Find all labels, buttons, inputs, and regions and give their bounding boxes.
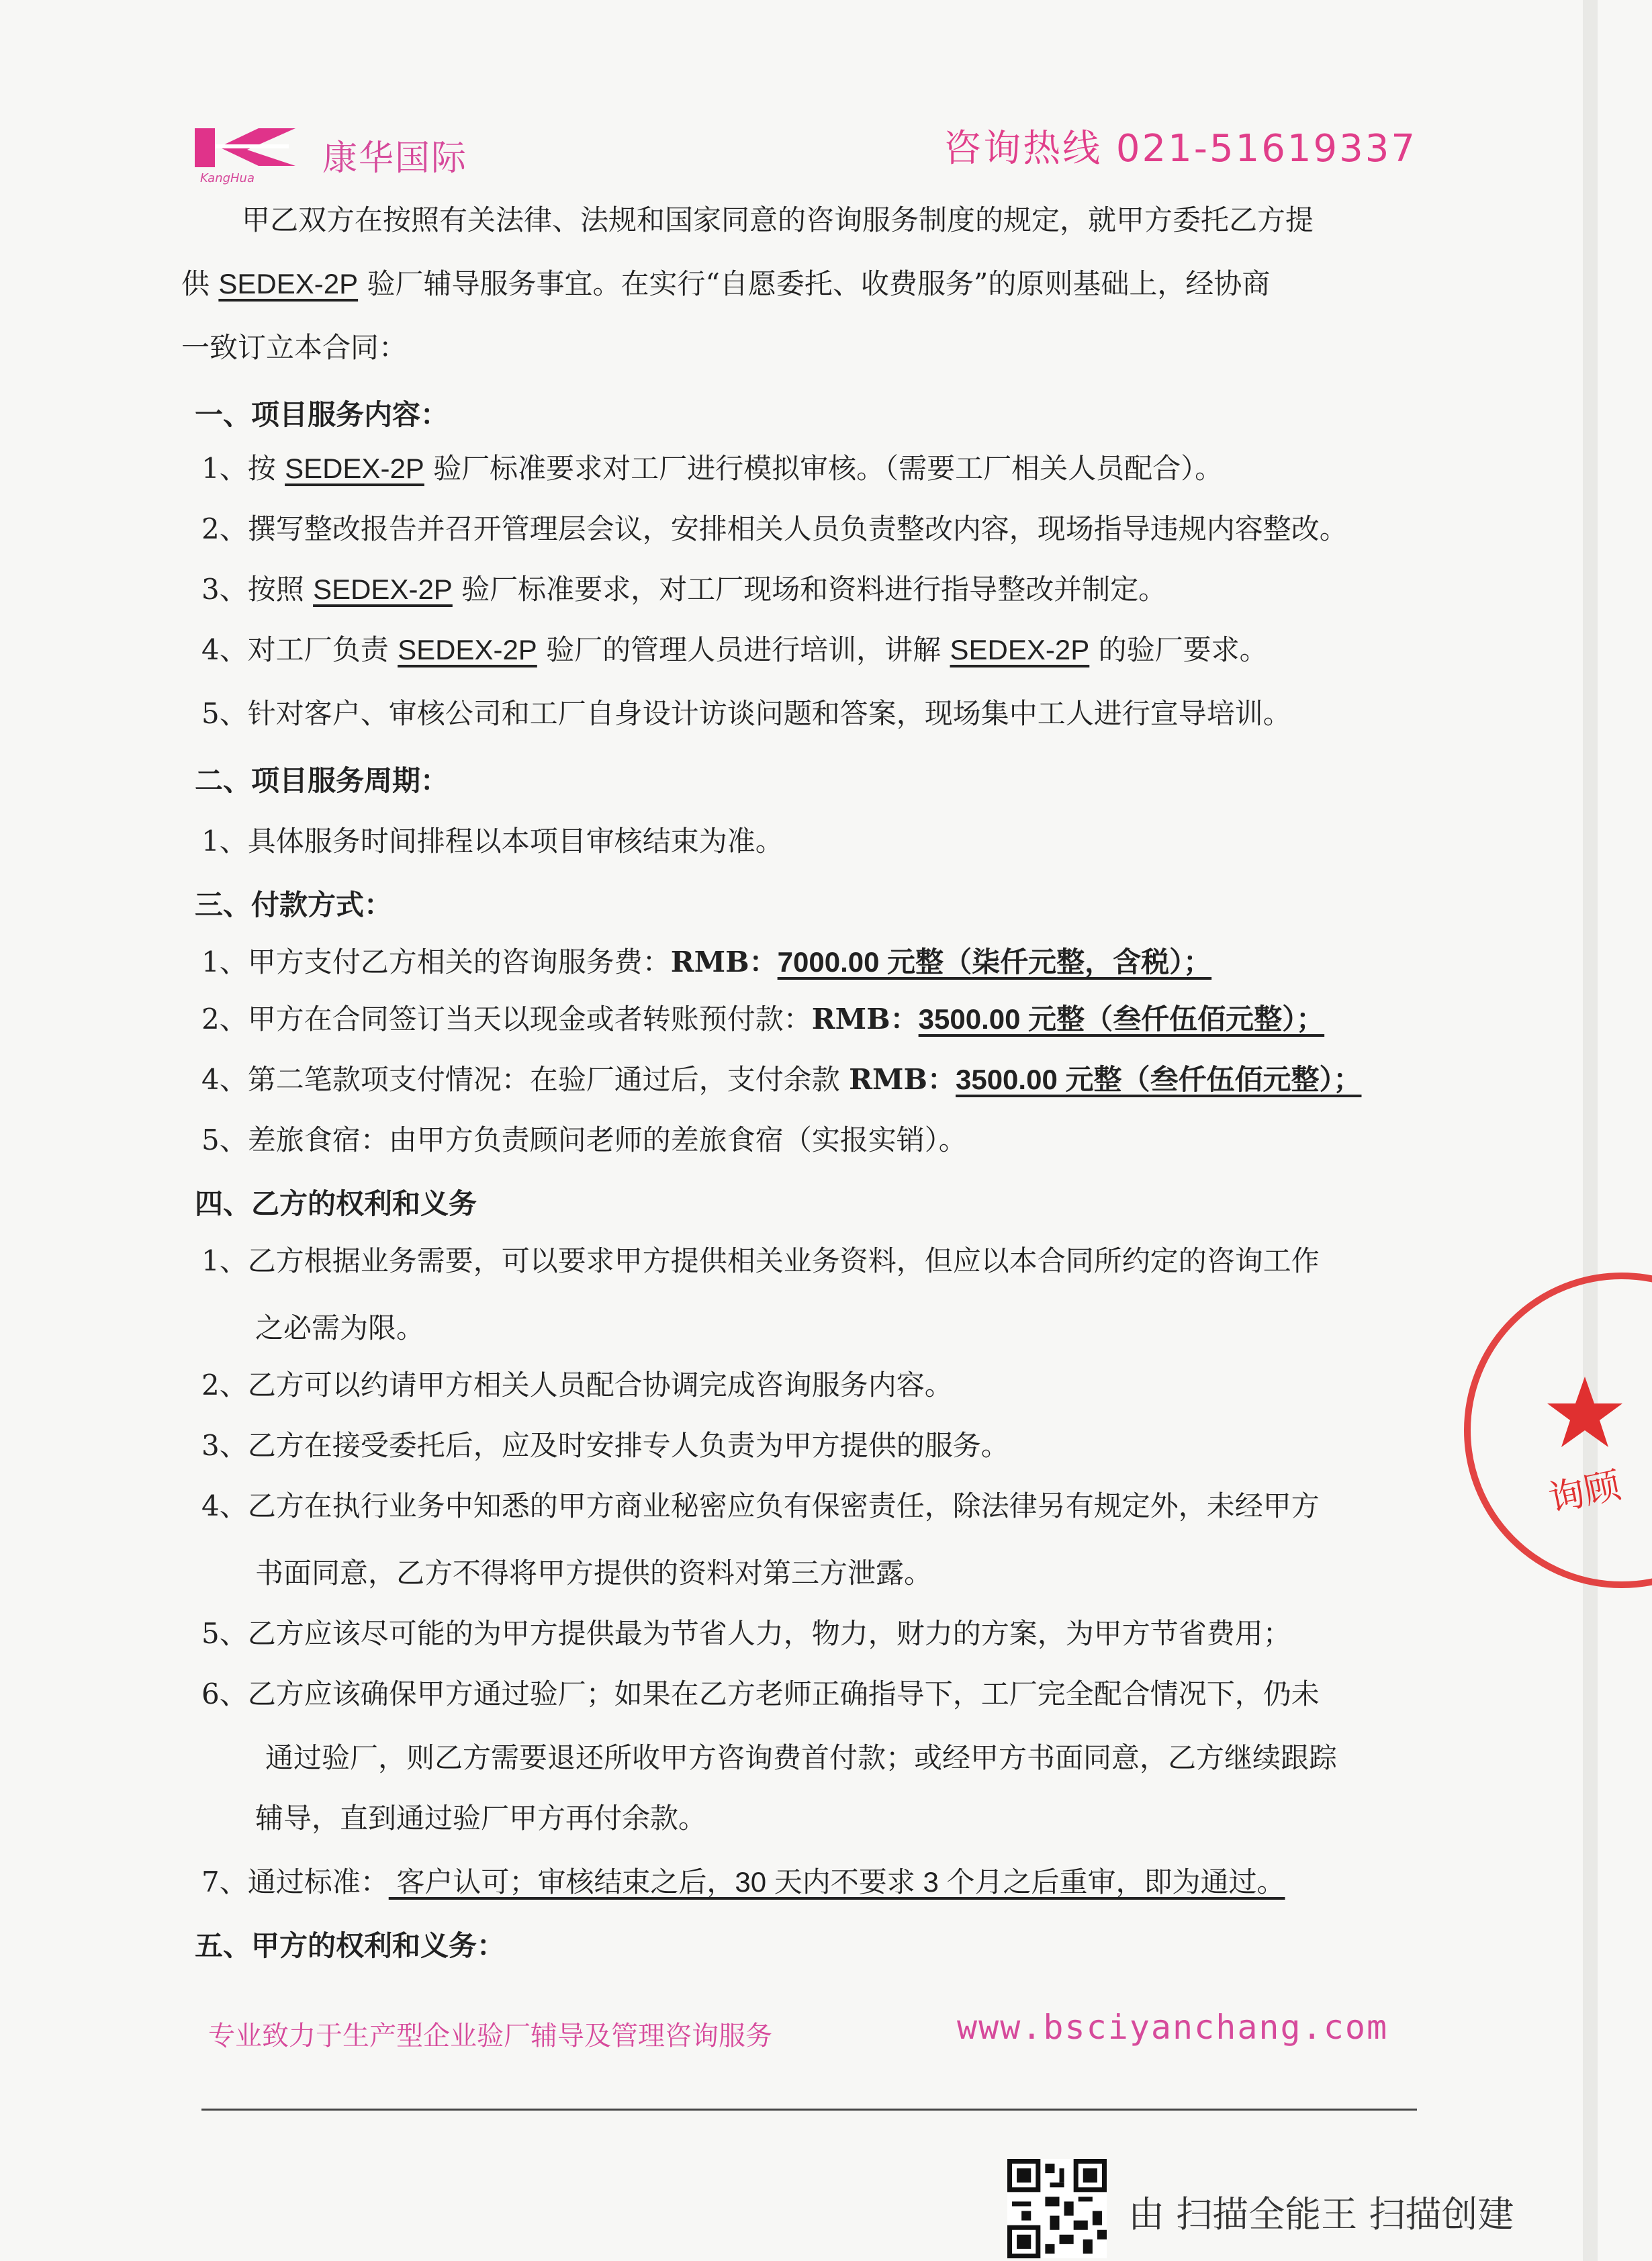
text-span: 4、乙方在执行业务中知悉的甲方商业秘密应负有保密责任，除法律另有规定外，未经甲方 <box>201 1489 1320 1522</box>
kanghua-logo-icon <box>195 124 302 177</box>
logo-english-name: KangHua <box>200 171 255 185</box>
text-span: 2、甲方在合同签订当天以现金或者转账预付款： <box>201 1003 812 1035</box>
hotline-text: 咨询热线 021-51619337 <box>944 127 1417 171</box>
text-span: 甲乙双方在按照有关法律、法规和国家同意的咨询服务制度的规定，就甲方委托乙方提 <box>242 203 1314 236</box>
underlined-fill-value: 7000.00 元整（柒仟元整，含税）； <box>777 946 1212 978</box>
text-span: 之必需为限。 <box>255 1311 425 1344</box>
text-line <box>201 1487 1320 1525</box>
text-line <box>242 201 1314 239</box>
section-heading <box>195 762 449 800</box>
text-line <box>201 571 1166 608</box>
text-span: 4、第二笔款项支付情况：在验厂通过后，支付余款 <box>201 1063 850 1096</box>
underlined-fill-value: SEDEX-2P <box>950 634 1090 665</box>
text-span: RMB： <box>849 1063 956 1096</box>
text-span: 1、具体服务时间排程以本项目审核结束为准。 <box>201 825 784 858</box>
text-line <box>255 1800 706 1837</box>
logo-chinese-name: 康华国际 <box>322 138 468 179</box>
footer-divider <box>201 2109 1417 2111</box>
text-span: 7、通过标准： <box>201 1865 389 1898</box>
text-span: 3、乙方在接受委托后，应及时安排专人负责为甲方提供的服务。 <box>201 1429 1009 1462</box>
text-line <box>201 1615 1291 1653</box>
underlined-fill-value: 客户认可；审核结束之后，30 天内不要求 3 个月之后重审，即为通过。 <box>388 1866 1285 1898</box>
text-span: 一、项目服务内容： <box>195 398 449 431</box>
company-logo <box>195 124 571 185</box>
footer-slogan: 专业致力于生产型企业验厂辅导及管理咨询服务 <box>208 2021 772 2051</box>
text-span: 三、付款方式： <box>195 888 393 921</box>
text-span: 辅导，直到通过验厂甲方再付余款。 <box>255 1802 707 1835</box>
text-span: 书面同意，乙方不得将甲方提供的资料对第三方泄露。 <box>255 1557 933 1589</box>
underlined-fill-value: SEDEX-2P <box>313 573 453 605</box>
section-heading <box>195 1185 477 1223</box>
footer-website-link[interactable]: www.bsciyanchang.com <box>957 2008 1389 2047</box>
text-line <box>255 1555 932 1592</box>
underlined-fill-value: SEDEX-2P <box>398 634 537 665</box>
text-line <box>201 1427 1009 1465</box>
text-line <box>201 823 784 860</box>
text-line <box>201 1121 967 1159</box>
text-line <box>201 1242 1320 1280</box>
underlined-fill-value: 3500.00 元整（叁仟伍佰元整）； <box>955 1064 1362 1095</box>
text-line <box>181 329 407 367</box>
text-span: 4、对工厂负责 <box>201 633 398 666</box>
svg-text:询顾: 询顾 <box>1544 1463 1624 1520</box>
text-line <box>181 265 1270 303</box>
text-line <box>201 695 1291 733</box>
text-span: 验厂辅导服务事宜。在实行“自愿委托、收费服务”的原则基础上，经协商 <box>358 267 1271 300</box>
text-line <box>201 1863 1285 1901</box>
underlined-fill-value: SEDEX-2P <box>285 453 424 484</box>
scanner-watermark-text: 由 扫描全能王 扫描创建 <box>1128 2193 1514 2235</box>
section-heading <box>195 886 392 924</box>
text-span: 1、乙方根据业务需要，可以要求甲方提供相关业务资料，但应以本合同所约定的咨询工作 <box>201 1244 1320 1277</box>
text-line <box>201 1367 953 1404</box>
underlined-fill-value: 3500.00 元整（叁仟伍佰元整）； <box>918 1003 1325 1035</box>
text-line <box>255 1309 424 1347</box>
text-span: 2、乙方可以约请甲方相关人员配合协调完成咨询服务内容。 <box>201 1369 953 1401</box>
text-line <box>201 510 1348 548</box>
text-span: 通过验厂，则乙方需要退还所收甲方咨询费首付款；或经甲方书面同意，乙方继续跟踪 <box>265 1741 1338 1774</box>
letterhead <box>181 111 1417 191</box>
text-line <box>201 450 1223 488</box>
text-span: 5、差旅食宿：由甲方负责顾问老师的差旅食宿（实报实销）。 <box>201 1123 967 1156</box>
text-span: 5、针对客户、审核公司和工厂自身设计访谈问题和答案，现场集中工人进行宣导培训。 <box>201 697 1291 730</box>
text-span: 五、甲方的权利和义务： <box>195 1929 506 1962</box>
text-span: 验厂的管理人员进行培训，讲解 <box>537 633 950 666</box>
text-span: 3、按照 <box>201 573 314 606</box>
section-heading <box>195 1927 505 1965</box>
text-line <box>201 1001 1324 1038</box>
text-span: 的验厂要求。 <box>1089 633 1268 666</box>
text-span: 1、甲方支付乙方相关的咨询服务费： <box>201 945 671 978</box>
text-span: 验厂标准要求对工厂进行模拟审核。（需要工厂相关人员配合）。 <box>424 452 1224 485</box>
text-span: 供 <box>181 267 219 300</box>
page-edge <box>1583 0 1598 2261</box>
text-span: 验厂标准要求，对工厂现场和资料进行指导整改并制定。 <box>452 573 1167 606</box>
text-line <box>201 1061 1361 1099</box>
text-span: RMB： <box>811 1003 919 1035</box>
text-span: RMB： <box>670 945 778 978</box>
qr-code-icon <box>1007 2159 1107 2258</box>
text-span: 6、乙方应该确保甲方通过验厂；如果在乙方老师正确指导下，工厂完全配合情况下，仍未 <box>201 1677 1320 1710</box>
section-heading <box>195 396 449 434</box>
text-span: 四、乙方的权利和义务 <box>195 1187 477 1220</box>
underlined-fill-value: SEDEX-2P <box>218 268 359 299</box>
text-span: 1、按 <box>201 452 285 485</box>
text-line <box>201 631 1268 669</box>
company-seal-icon <box>1451 1262 1652 1598</box>
text-line <box>265 1739 1337 1777</box>
text-span: 一致订立本合同： <box>181 331 408 364</box>
text-line <box>201 943 1211 981</box>
text-span: 二、项目服务周期： <box>195 764 449 797</box>
text-span: 5、乙方应该尽可能的为甲方提供最为节省人力，物力，财力的方案，为甲方节省费用； <box>201 1617 1291 1650</box>
text-span: 2、撰写整改报告并召开管理层会议，安排相关人员负责整改内容，现场指导违规内容整改。 <box>201 512 1348 545</box>
text-line <box>201 1675 1320 1713</box>
